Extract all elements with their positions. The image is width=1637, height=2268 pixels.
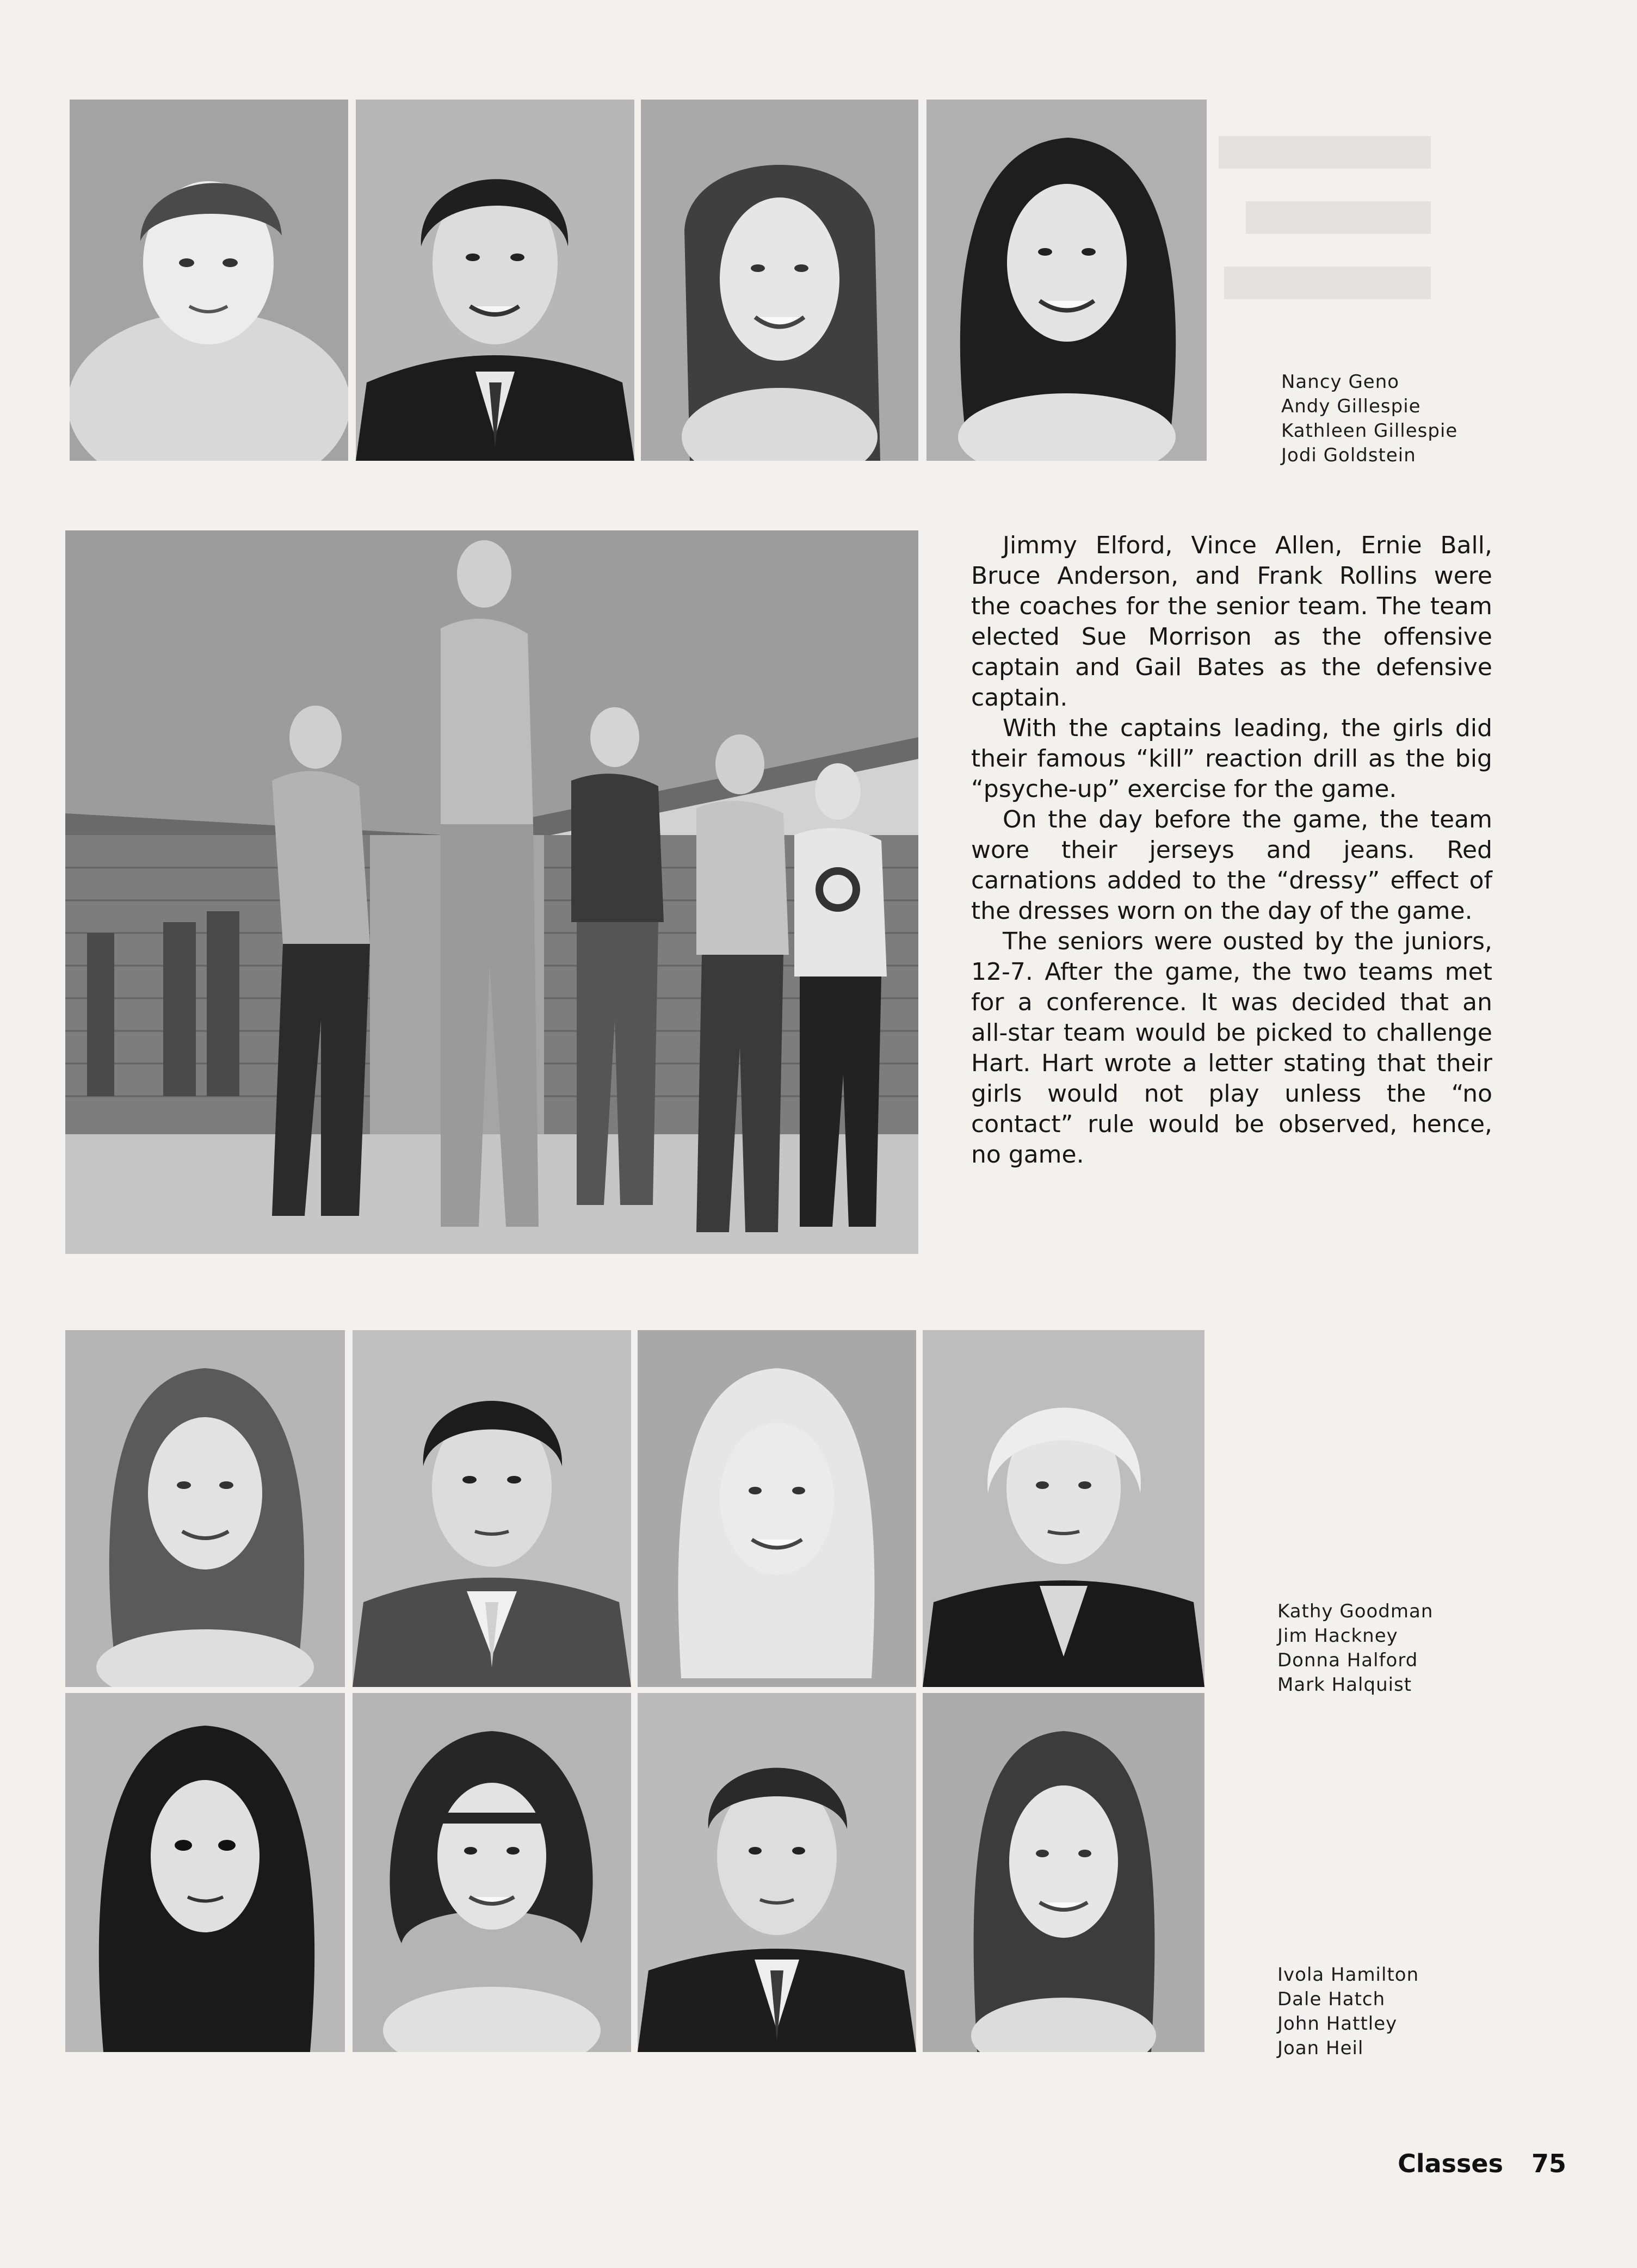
portrait-jim-hackney bbox=[353, 1330, 631, 1687]
name-caption: Ivola Hamilton bbox=[1277, 1964, 1419, 1986]
name-caption: Dale Hatch bbox=[1277, 1988, 1386, 2010]
portrait-joan-heil bbox=[923, 1693, 1204, 2052]
name-caption: Jim Hackney bbox=[1277, 1625, 1398, 1647]
name-caption: John Hattley bbox=[1277, 2013, 1398, 2035]
name-caption: Nancy Geno bbox=[1281, 371, 1400, 393]
name-caption: Mark Halquist bbox=[1277, 1674, 1412, 1696]
article-paragraph: Jimmy Elford, Vince Allen, Ernie Ball, Bruce Anderson, and Frank Rollins were the coaches for the senior team. The team elected Sue Morrison as the offensive captain and Gail Bates as the defensive captain. bbox=[971, 532, 1492, 712]
bottom-row-names bbox=[1277, 1963, 1419, 2061]
name-caption: Kathy Goodman bbox=[1277, 1600, 1434, 1622]
portrait-jodi-goldstein bbox=[926, 100, 1207, 461]
portrait-ivola-hamilton bbox=[65, 1693, 345, 2052]
article-body bbox=[971, 530, 1492, 1170]
coaches-group-photo bbox=[65, 530, 918, 1254]
show-through-shapes bbox=[1213, 125, 1442, 354]
portrait-kathleen-gillespie bbox=[641, 100, 918, 461]
name-caption: Joan Heil bbox=[1277, 2037, 1364, 2059]
name-caption: Andy Gillespie bbox=[1281, 395, 1421, 417]
show-through-heading bbox=[1213, 125, 1442, 354]
portrait-john-hattley bbox=[638, 1693, 916, 2052]
article-paragraph: On the day before the game, the team wore their jerseys and jeans. Red carnations added to the “dressy” effect of the dresses worn on the day of the game. bbox=[971, 806, 1492, 925]
portrait-andy-gillespie bbox=[356, 100, 634, 461]
name-caption: Donna Halford bbox=[1277, 1649, 1418, 1671]
portrait-dale-hatch bbox=[353, 1693, 631, 2052]
top-row-names bbox=[1281, 370, 1457, 468]
middle-row-names bbox=[1277, 1599, 1433, 1697]
portrait-kathy-goodman bbox=[65, 1330, 345, 1687]
portrait-mark-halquist bbox=[923, 1330, 1204, 1687]
name-caption: Jodi Goldstein bbox=[1281, 444, 1416, 466]
page-footer bbox=[1398, 2149, 1566, 2178]
section-label: Classes bbox=[1398, 2149, 1503, 2178]
portrait-nancy-geno bbox=[70, 100, 348, 461]
portrait-donna-halford bbox=[638, 1330, 916, 1687]
article-paragraph: The seniors were ousted by the juniors, 12-7. After the game, the two teams met for a conference. It was decided that an all-star team would be picked to challenge Hart. Hart wrote a letter stating that their girls would not play unless the “no contact” rule would be observed, hence, no game. bbox=[971, 928, 1492, 1169]
name-caption: Kathleen Gillespie bbox=[1281, 420, 1458, 442]
article-paragraph: With the captains leading, the girls did their famous “kill” reaction drill as the big “psyche-up” exercise for the game. bbox=[971, 714, 1492, 803]
page-number: 75 bbox=[1531, 2149, 1566, 2178]
